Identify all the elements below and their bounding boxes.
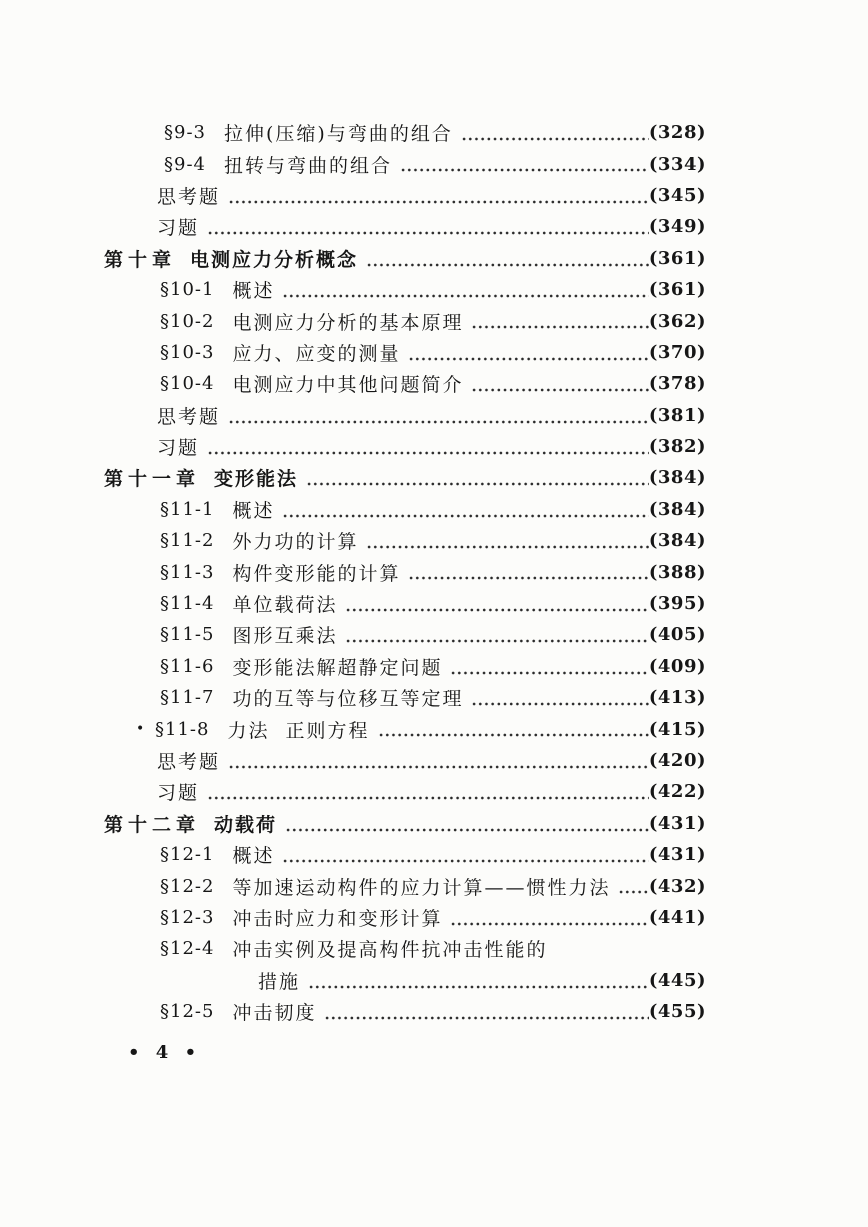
- toc-entry-10-4: [0, 368, 706, 399]
- toc-entry-ch9-questions: [0, 180, 706, 211]
- section-number: §11-6: [160, 655, 215, 677]
- toc-entry-12-4-continuation: [0, 965, 706, 996]
- page-number: (422): [648, 781, 706, 803]
- entry-title: 力法 正则方程: [227, 719, 370, 742]
- toc-entry-ch10-exercises: [0, 431, 706, 462]
- toc-entry-10-3: [0, 337, 706, 368]
- chapter-number: 第十二章: [104, 813, 201, 836]
- page-number: (409): [648, 655, 706, 677]
- toc-chapter-10: [0, 243, 706, 274]
- dot-leader: [282, 494, 648, 525]
- dot-leader: [207, 776, 649, 807]
- dot-leader: [228, 180, 649, 211]
- page-folio: • 4 •: [128, 1042, 197, 1063]
- page-number: (384): [648, 498, 706, 520]
- page-number: (388): [648, 561, 706, 583]
- page-number: (405): [648, 624, 706, 646]
- entry-title: 单位载荷法: [232, 594, 338, 617]
- page-number: (455): [648, 1001, 706, 1023]
- entry-title: 变形能法解超静定问题: [232, 656, 443, 679]
- entry-title: 电测应力中其他问题简介: [232, 374, 464, 397]
- chapter-title: 变形能法: [214, 468, 299, 491]
- dot-leader: [345, 619, 648, 650]
- toc-entry-11-8: [0, 713, 706, 744]
- dot-leader: [366, 243, 649, 274]
- toc-entry-12-1: [0, 839, 706, 870]
- chapter-title: 动载荷: [214, 813, 278, 836]
- dot-leader: [450, 902, 648, 933]
- toc-entry-12-3: [0, 902, 706, 933]
- dot-leader: [282, 839, 648, 870]
- page-number: (349): [648, 216, 706, 238]
- toc-entry-9-4: [0, 148, 706, 179]
- section-number: §10-3: [160, 341, 215, 363]
- page-number: (445): [648, 969, 706, 991]
- dot-leader: [324, 996, 648, 1027]
- optional-section-marker: •: [136, 721, 145, 738]
- section-number: §12-2: [160, 875, 215, 897]
- dot-leader: [308, 965, 649, 996]
- page-number: (378): [648, 373, 706, 395]
- section-number: §10-1: [160, 279, 215, 301]
- dot-leader: [378, 713, 649, 744]
- page-number: (362): [648, 310, 706, 332]
- dot-leader: [471, 305, 648, 336]
- dot-leader: [400, 148, 649, 179]
- toc-entry-ch11-questions: [0, 745, 706, 776]
- section-number: §11-2: [160, 530, 215, 552]
- page-number: (395): [648, 593, 706, 615]
- page-number: (432): [648, 875, 706, 897]
- entry-title-continuation: 措施: [258, 970, 301, 993]
- toc-entry-11-4: [0, 588, 706, 619]
- section-number: §10-2: [160, 310, 215, 332]
- section-number: §12-4: [160, 938, 215, 960]
- section-number: §11-5: [160, 624, 215, 646]
- toc-entry-ch11-exercises: [0, 776, 706, 807]
- toc-entry-11-6: [0, 651, 706, 682]
- section-number: §11-7: [160, 687, 215, 709]
- entry-title: 扭转与弯曲的组合: [224, 154, 393, 177]
- page-number: (345): [648, 184, 706, 206]
- page-number: (334): [648, 153, 706, 175]
- dot-leader: [207, 431, 649, 462]
- page-number: (361): [648, 247, 706, 269]
- toc-entry-11-7: [0, 682, 706, 713]
- toc-chapter-12: [0, 808, 706, 839]
- page-number: (382): [648, 436, 706, 458]
- dot-leader: [618, 870, 648, 901]
- dot-leader: [471, 682, 648, 713]
- entry-title: 习题: [157, 782, 200, 805]
- dot-leader: [285, 808, 649, 839]
- entry-title: 概述: [232, 499, 275, 522]
- toc-entry-11-3: [0, 556, 706, 587]
- dot-leader: [408, 556, 648, 587]
- dot-leader: [366, 525, 648, 556]
- entry-title: 功的互等与位移互等定理: [232, 688, 464, 711]
- entry-title: 冲击时应力和变形计算: [232, 907, 443, 930]
- toc-entry-12-5: [0, 996, 706, 1027]
- section-number: §11-3: [160, 561, 215, 583]
- table-of-contents: [0, 117, 706, 1027]
- entry-title: 应力、应变的测量: [232, 342, 401, 365]
- dot-leader: [207, 211, 649, 242]
- entry-title: 思考题: [157, 185, 221, 208]
- toc-entry-9-3: [0, 117, 706, 148]
- section-number: §12-3: [160, 906, 215, 928]
- dot-leader: [282, 274, 648, 305]
- dot-leader: [450, 651, 648, 682]
- section-number: §11-1: [160, 498, 215, 520]
- section-number: §9-4: [164, 153, 206, 175]
- entry-title: 拉伸(压缩)与弯曲的组合: [224, 123, 453, 146]
- page-number: (431): [648, 812, 706, 834]
- page-number: (384): [648, 530, 706, 552]
- page-number: (413): [648, 687, 706, 709]
- toc-entry-10-2: [0, 305, 706, 336]
- section-number: §12-5: [160, 1001, 215, 1023]
- toc-entry-12-2: [0, 870, 706, 901]
- section-number: §9-3: [164, 122, 206, 144]
- entry-title: 思考题: [157, 405, 221, 428]
- chapter-number: 第十一章: [104, 468, 201, 491]
- page-number: (384): [648, 467, 706, 489]
- chapter-number: 第十章: [104, 248, 177, 271]
- entry-title: 外力功的计算: [232, 531, 359, 554]
- entry-title: 概述: [232, 280, 275, 303]
- toc-entry-ch10-questions: [0, 400, 706, 431]
- dot-leader: [408, 337, 648, 368]
- dot-leader: [471, 368, 648, 399]
- toc-entry-11-5: [0, 619, 706, 650]
- page-number: (328): [648, 122, 706, 144]
- page-number: (370): [648, 341, 706, 363]
- section-number: §11-8: [155, 718, 210, 740]
- section-number: §12-1: [160, 844, 215, 866]
- section-number: §11-4: [160, 593, 215, 615]
- page-number: (415): [648, 718, 706, 740]
- dot-leader: [306, 462, 649, 493]
- entry-title: 思考题: [157, 751, 221, 773]
- entry-title: 图形互乘法: [232, 625, 338, 648]
- entry-title: 习题: [157, 437, 200, 460]
- entry-title: 电测应力分析的基本原理: [232, 311, 464, 334]
- entry-title: 概述: [232, 845, 275, 868]
- toc-entry-11-2: [0, 525, 706, 556]
- section-number: §10-4: [160, 373, 215, 395]
- chapter-title: 电测应力分析概念: [190, 248, 359, 271]
- dot-leader: [228, 745, 649, 776]
- entry-title: 冲击韧度: [232, 1002, 317, 1025]
- entry-title: 习题: [157, 217, 200, 240]
- entry-title: 冲击实例及提高构件抗冲击性能的: [232, 939, 548, 962]
- page-number: (361): [648, 279, 706, 301]
- toc-entry-11-1: [0, 494, 706, 525]
- dot-leader: [461, 117, 649, 148]
- page-number: (431): [648, 844, 706, 866]
- toc-entry-12-4: [0, 933, 706, 964]
- page-number: (441): [648, 906, 706, 928]
- toc-entry-10-1: [0, 274, 706, 305]
- toc-entry-ch9-exercises: [0, 211, 706, 242]
- toc-chapter-11: [0, 462, 706, 493]
- entry-title: 构件变形能的计算: [232, 562, 401, 585]
- entry-title: 等加速运动构件的应力计算——惯性力法: [232, 876, 611, 899]
- dot-leader: [228, 400, 649, 431]
- page-number: (381): [648, 404, 706, 426]
- page-number: (420): [648, 750, 706, 771]
- dot-leader: [345, 588, 648, 619]
